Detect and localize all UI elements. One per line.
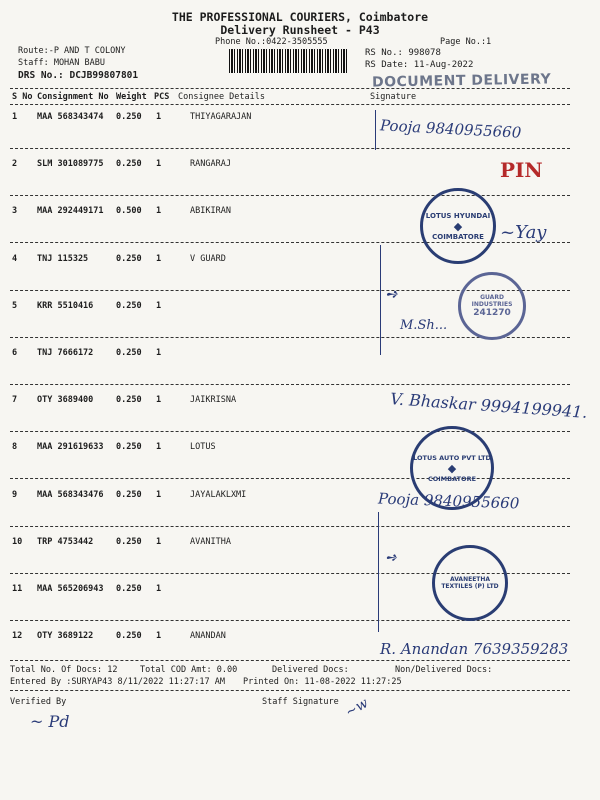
row-pcs: 1 [156, 159, 162, 169]
row-sno: 10 [12, 537, 23, 547]
row-pcs: 1 [156, 584, 162, 594]
row-consignment: OTY 3689400 [37, 395, 94, 405]
drs-number: DRS No.: DCJB99807801 [18, 70, 139, 81]
printed-on: Printed On: 11-08-2022 11:27:25 [243, 677, 402, 687]
row-sno: 11 [12, 584, 23, 594]
row-sno: 12 [12, 631, 23, 641]
row-consignee: V GUARD [190, 254, 226, 264]
non-delivered-docs: Non/Delivered Docs: [395, 665, 493, 675]
page-number: Page No.:1 [440, 37, 492, 47]
row-divider [10, 620, 570, 621]
row-sno: 4 [12, 254, 18, 264]
row-pcs: 1 [156, 348, 162, 358]
row-consignment: MAA 568343476 [37, 490, 104, 500]
row-sno: 8 [12, 442, 18, 452]
row-consignment: TNJ 7666172 [37, 348, 94, 358]
divider [10, 690, 570, 691]
row-weight: 0.250 [116, 112, 142, 122]
sig-mark: ➺ [385, 285, 398, 303]
row-weight: 0.250 [116, 490, 142, 500]
row-sno: 7 [12, 395, 18, 405]
sig-stroke [375, 110, 376, 150]
row-divider [10, 526, 570, 527]
row-consignee: LOTUS [190, 442, 216, 452]
row-weight: 0.250 [116, 584, 142, 594]
row-sno: 6 [12, 348, 18, 358]
sig-stroke [378, 512, 379, 632]
row-pcs: 1 [156, 112, 162, 122]
total-docs: Total No. Of Docs: 12 [10, 665, 118, 675]
row-consignment: TRP 4753442 [37, 537, 94, 547]
signature-row7: V. Bhaskar 9994199941. [389, 389, 589, 422]
divider [10, 660, 570, 661]
sig-stroke [380, 245, 381, 355]
staff-signature-mark: ~w [342, 695, 372, 721]
row-pcs: 1 [156, 301, 162, 311]
signature-row5: M.Sh... [400, 318, 448, 333]
row-sno: 5 [12, 301, 18, 311]
col-sno: S No [12, 92, 33, 102]
staff-signature: Staff Signature [262, 697, 339, 707]
divider [10, 88, 570, 89]
document-delivery-stamp: DOCUMENT DELIVERY [371, 71, 552, 91]
row-sno: 1 [12, 112, 18, 122]
row-weight: 0.250 [116, 631, 142, 641]
verified-by: Verified By [10, 697, 67, 707]
col-weight: Weight [116, 92, 147, 102]
route: Route:-P AND T COLONY [18, 46, 126, 56]
row-consignment: MAA 292449171 [37, 206, 104, 216]
row-weight: 0.250 [116, 301, 142, 311]
row-pcs: 1 [156, 490, 162, 500]
verified-signature: ~ Pd [30, 712, 70, 731]
rs-number: RS No.: 998078 [365, 48, 441, 58]
row-divider [10, 148, 570, 149]
row-weight: 0.250 [116, 537, 142, 547]
row-pcs: 1 [156, 442, 162, 452]
runsheet-title: Delivery Runsheet - P43 [220, 23, 380, 37]
row-weight: 0.250 [116, 395, 142, 405]
total-cod: Total COD Amt: 0.00 [140, 665, 238, 675]
row-divider [10, 384, 570, 385]
signature-row12: R. Anandan 7639359283 [380, 640, 569, 658]
company-title: THE PROFESSIONAL COURIERS, Coimbatore [171, 10, 429, 24]
row-weight: 0.250 [116, 254, 142, 264]
row-sno: 9 [12, 490, 18, 500]
col-pcs: PCS [154, 92, 170, 102]
row-weight: 0.250 [116, 442, 142, 452]
row-consignee: AVANITHA [190, 537, 231, 547]
guard-industries-stamp: GUARD INDUSTRIES 241270 [458, 272, 526, 340]
col-consignee: Consignee Details [178, 92, 265, 102]
row-consignment: SLM 301089775 [37, 159, 104, 169]
row-pcs: 1 [156, 537, 162, 547]
row-consignee: RANGARAJ [190, 159, 231, 169]
row-weight: 0.250 [116, 348, 142, 358]
signature-row3: ~Yay [500, 222, 547, 243]
row-consignment: TNJ 115325 [37, 254, 89, 264]
row-consignee: JAYALAKLXMI [190, 490, 247, 500]
row-consignment: MAA 568343474 [37, 112, 104, 122]
signature-row9: Pooja 9840955660 [377, 489, 520, 513]
row-consignment: MAA 565206943 [37, 584, 104, 594]
signature-row2: PIN [500, 158, 543, 182]
row-pcs: 1 [156, 395, 162, 405]
avaneetha-stamp: AVANEETHA TEXTILES (P) LTD [432, 545, 508, 621]
phone-number: Phone No.:0422-3505555 [215, 37, 328, 47]
col-consignment: Consignment No [37, 92, 109, 102]
entered-by: Entered By :SURYAP43 8/11/2022 11:27:17 AM [10, 677, 225, 687]
barcode [229, 49, 349, 73]
staff-name: Staff: MOHAN BABU [18, 58, 105, 68]
lotus-auto-stamp: LOTUS AUTO PVT LTD ◆ COIMBATORE [410, 426, 494, 510]
row-consignment: MAA 291619633 [37, 442, 104, 452]
row-consignment: KRR 5510416 [37, 301, 94, 311]
row-pcs: 1 [156, 206, 162, 216]
signature-row1: Pooja 9840955660 [379, 116, 522, 142]
lotus-hyundai-stamp: LOTUS HYUNDAI ◆ COIMBATORE [420, 188, 496, 264]
row-weight: 0.250 [116, 159, 142, 169]
row-pcs: 1 [156, 254, 162, 264]
row-consignment: OTY 3689122 [37, 631, 94, 641]
row-consignee: ABIKIRAN [190, 206, 231, 216]
delivered-docs: Delivered Docs: [272, 665, 349, 675]
sig-mark: ➺ [385, 550, 397, 566]
col-signature: Signature [370, 92, 417, 102]
row-consignee: THIYAGARAJAN [190, 112, 252, 122]
row-sno: 3 [12, 206, 18, 216]
row-consignee: JAIKRISNA [190, 395, 237, 405]
divider [10, 104, 570, 105]
row-divider [10, 195, 570, 196]
row-sno: 2 [12, 159, 18, 169]
row-weight: 0.500 [116, 206, 142, 216]
row-consignee: ANANDAN [190, 631, 226, 641]
rs-date: RS Date: 11-Aug-2022 [365, 60, 474, 70]
row-divider [10, 431, 570, 432]
row-pcs: 1 [156, 631, 162, 641]
